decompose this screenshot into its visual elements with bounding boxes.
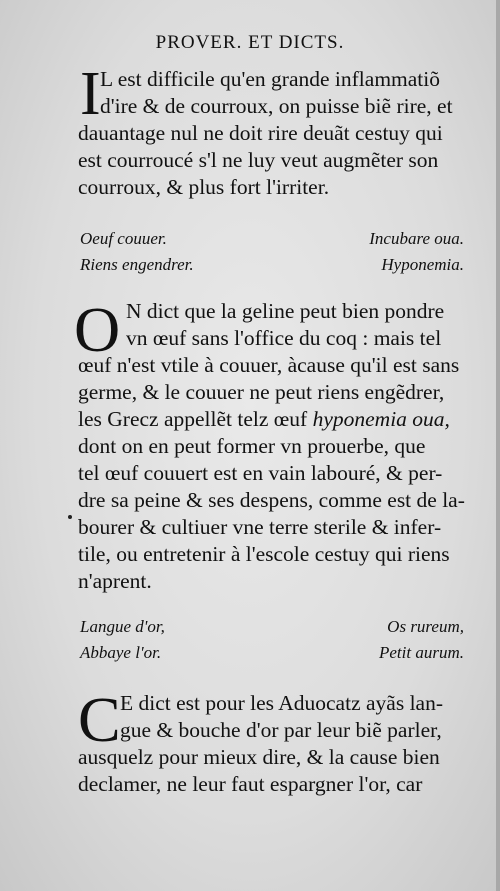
paragraph-1-line: dauantage nul ne doit rire deuãt cestuy qui bbox=[78, 121, 443, 145]
maxim-row bbox=[80, 614, 464, 640]
paragraph-3-cont bbox=[78, 744, 468, 798]
paragraph-1 bbox=[100, 66, 470, 120]
maxim-latin: Petit aurum. bbox=[379, 643, 464, 662]
dropcap-o: O bbox=[74, 294, 121, 365]
maxim-french: Riens engendrer. bbox=[80, 255, 194, 274]
paragraph-2-line: dont on en peut former vn prouerbe, que bbox=[78, 434, 426, 458]
maxim-row bbox=[80, 252, 464, 278]
ink-mark bbox=[68, 515, 72, 519]
paragraph-3-line: declamer, ne leur faut espargner l'or, car bbox=[78, 772, 423, 796]
paragraph-2-line: dre sa peine & ses despens, comme est de la- bbox=[78, 488, 465, 512]
paragraph-1-cont bbox=[78, 120, 468, 201]
paragraph-3-line: gue & bouche d'or par leur biẽ parler, bbox=[120, 718, 442, 742]
italic-term: hyponemia oua, bbox=[312, 407, 450, 431]
show-through-text-bottom bbox=[230, 595, 480, 613]
paragraph-1-line: courroux, & plus fort l'irriter. bbox=[78, 175, 330, 199]
maxims-block-1 bbox=[80, 226, 464, 278]
paragraph-2-line: œuf n'est vtile à couuer, àcause qu'il est sans bbox=[78, 353, 460, 377]
paragraph-2-line bbox=[78, 406, 468, 433]
paragraph-2-text: les Grecz appellẽt telz œuf bbox=[78, 407, 308, 431]
paragraph-3-line: E dict est pour les Aduocatz ayãs lan- bbox=[120, 691, 443, 715]
maxim-latin: Hyponemia. bbox=[381, 255, 464, 274]
maxim-french: Oeuf couuer. bbox=[80, 229, 167, 248]
paragraph-3-line: ausquelz pour mieux dire, & la cause bien bbox=[78, 745, 440, 769]
paragraph-2 bbox=[126, 298, 470, 352]
maxims-block-2 bbox=[80, 614, 464, 666]
paragraph-2-cont bbox=[78, 352, 468, 595]
paragraph-2-line: germe, & le couuer ne peut riens engẽdrer, bbox=[78, 380, 445, 404]
paragraph-1-line: L est difficile qu'en grande inflammatiõ bbox=[100, 67, 441, 91]
paragraph-1-line: est courroucé s'l ne luy veut augmẽter son bbox=[78, 148, 439, 172]
dropcap-i: I bbox=[80, 60, 101, 128]
paragraph-2-line: N dict que la geline peut bien pondre bbox=[126, 299, 445, 323]
paragraph-2-line: bourer & cultiuer vne terre sterile & infer- bbox=[78, 515, 442, 539]
paragraph-1-line: d'ire & de courroux, on puisse biẽ rire, et bbox=[100, 94, 453, 118]
maxim-latin: Incubare oua. bbox=[369, 229, 464, 248]
paragraph-2-line: tile, ou entretenir à l'escole cestuy qui riens bbox=[78, 542, 450, 566]
running-header: PROVER. ET DICTS. bbox=[155, 32, 345, 53]
paragraph-2-line: n'aprent. bbox=[78, 569, 152, 593]
maxim-row bbox=[80, 640, 464, 666]
maxim-latin: Os rureum, bbox=[387, 617, 464, 636]
maxim-french: Abbaye l'or. bbox=[80, 643, 162, 662]
dropcap-c: C bbox=[78, 684, 121, 755]
paragraph-2-line: tel œuf couuert est en vain labouré, & per- bbox=[78, 461, 443, 485]
maxim-french: Langue d'or, bbox=[80, 617, 165, 636]
page-edge-shadow bbox=[496, 0, 500, 891]
maxim-row bbox=[80, 226, 464, 252]
paragraph-2-line: vn œuf sans l'office du coq : mais tel bbox=[126, 326, 442, 350]
paragraph-3 bbox=[120, 690, 470, 744]
